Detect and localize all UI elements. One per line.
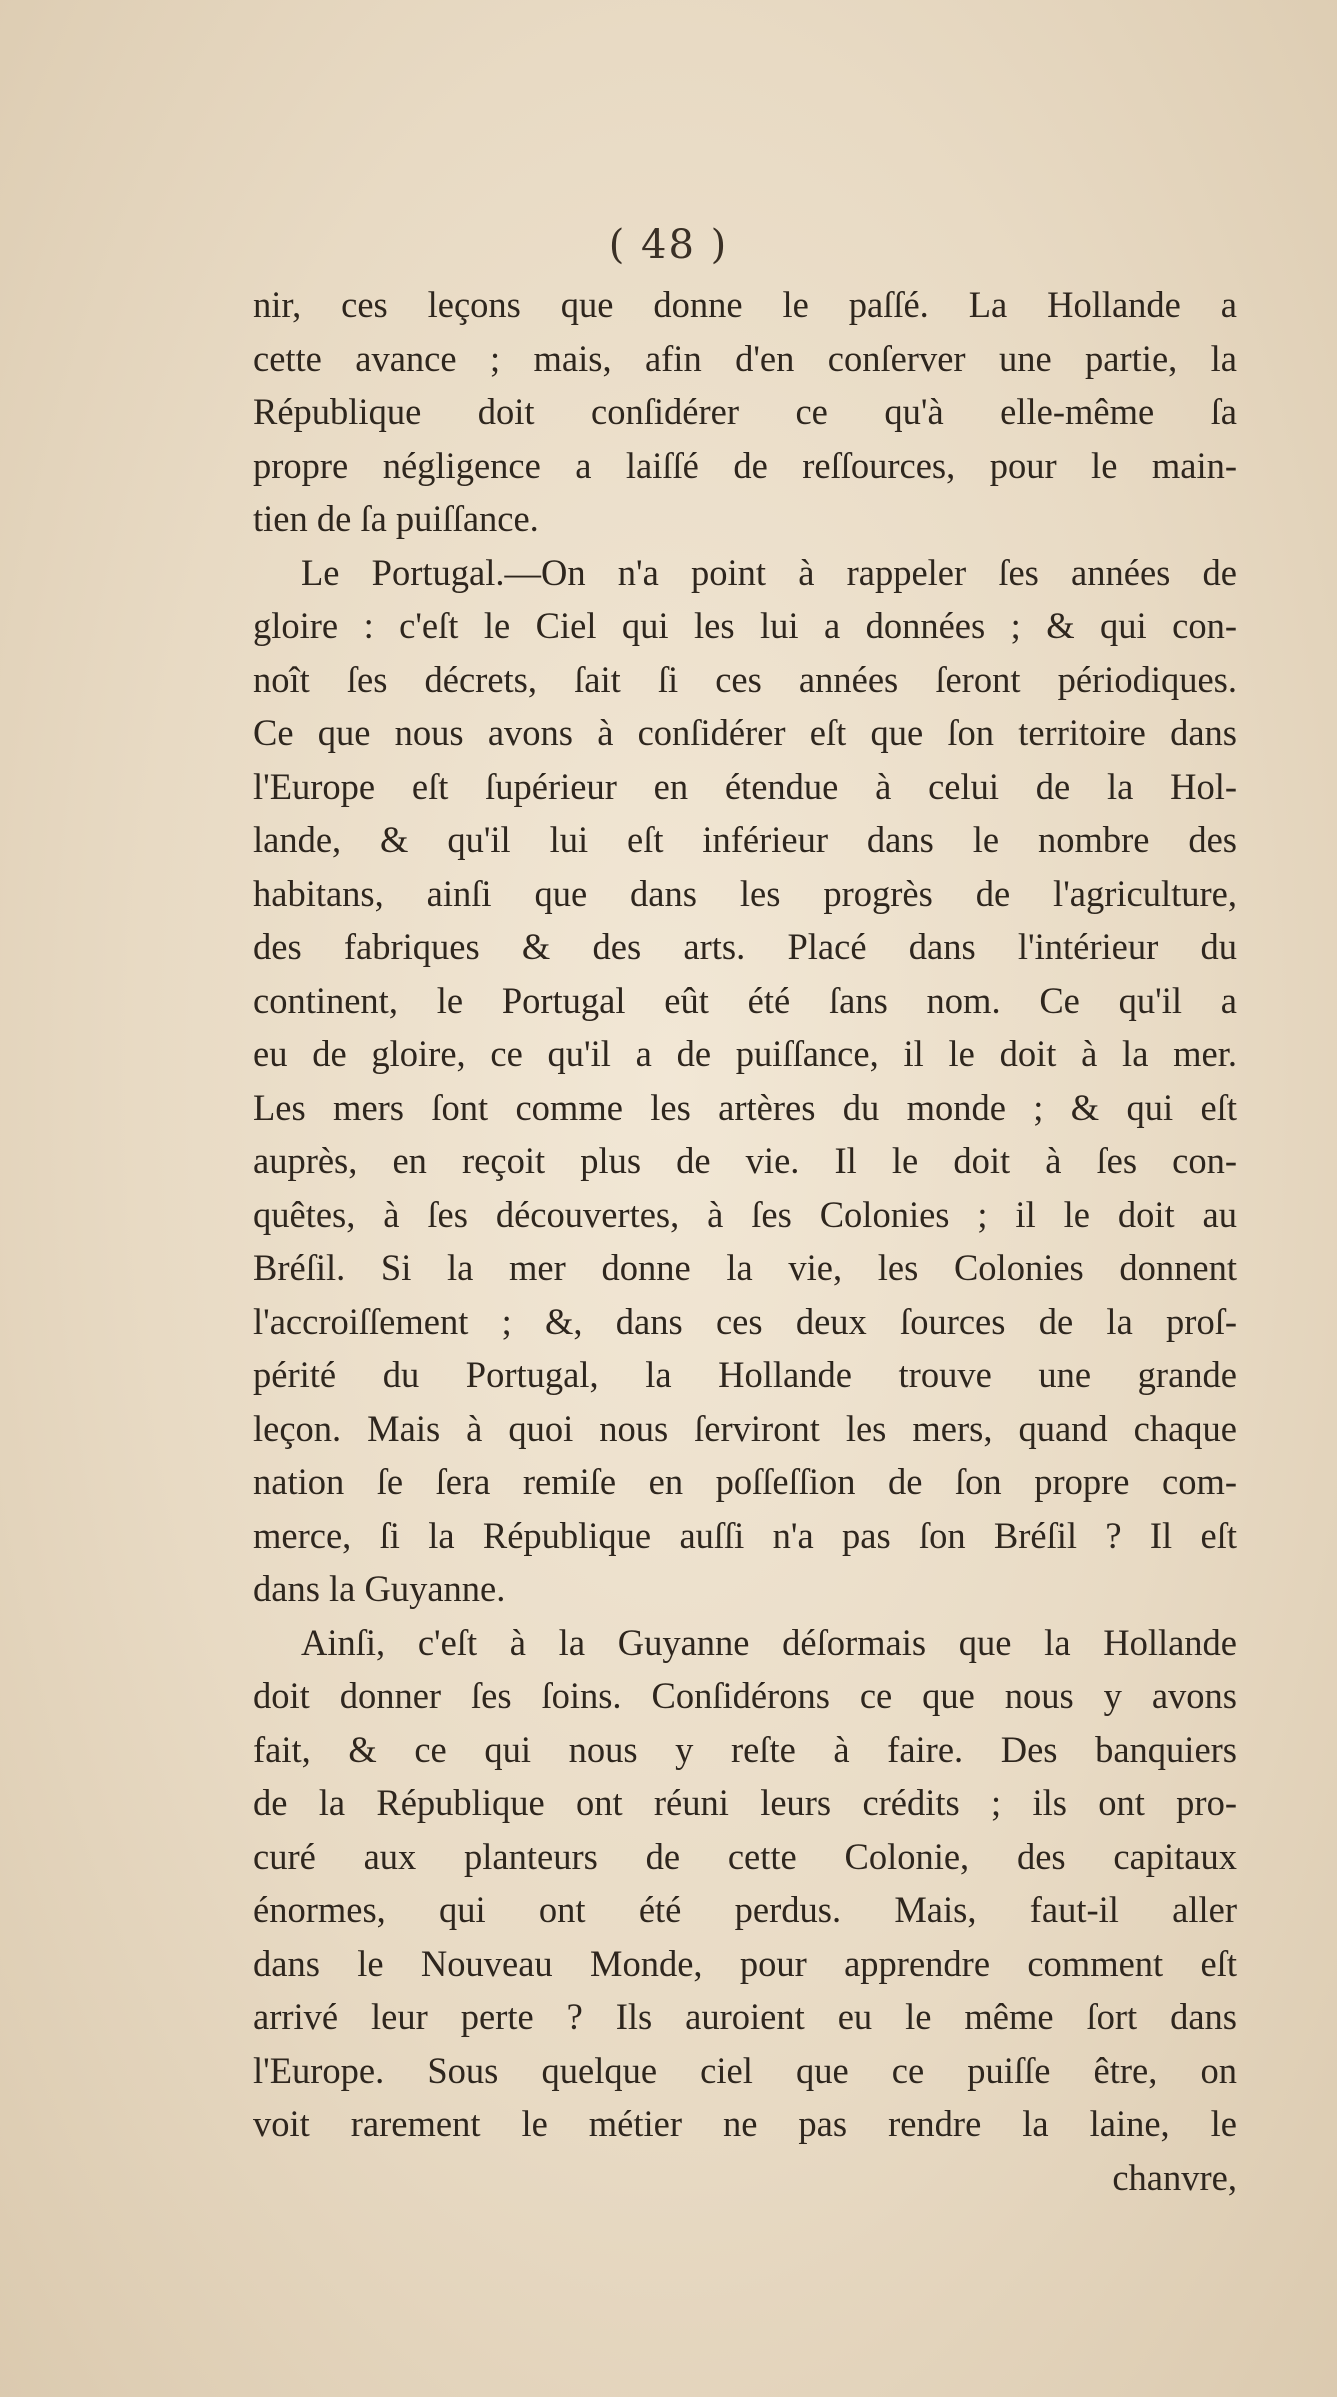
- text-line-28: fait, & ce qui nous y reſte à faire. Des banquiers: [253, 1728, 1237, 1770]
- text-line-24: merce, ſi la République auſſi n'a pas ſon Bréſil ? Il eſt: [253, 1514, 1237, 1556]
- page-number: ( 48 ): [608, 222, 729, 268]
- text-line-32: dans le Nouveau Monde, pour apprendre comment eſt: [253, 1942, 1237, 1984]
- text-line-6: Le Portugal.—On n'a point à rappeler ſes années de: [301, 551, 1237, 593]
- text-line-4: propre négligence a laiſſé de reſſources, pour le main-: [253, 444, 1237, 486]
- text-line-23: nation ſe ſera remiſe en poſſeſſion de ſon propre com-: [253, 1461, 1237, 1502]
- text-line-33: arrivé leur perte ? Ils auroient eu le même ſort dans: [253, 1996, 1237, 2037]
- text-line-35: voit rarement le métier ne pas rendre la laine, le: [253, 2103, 1237, 2144]
- text-line-29: de la République ont réuni leurs crédits ; ils ont pro-: [253, 1782, 1237, 1823]
- text-line-15: eu de gloire, ce qu'il a de puiſſance, il le doit à la mer.: [253, 1033, 1237, 1074]
- text-line-18: quêtes, à ſes découvertes, à ſes Colonies ; il le doit au: [253, 1193, 1237, 1235]
- catchword: chanvre,: [1112, 2156, 1237, 2198]
- text-line-26: Ainſi, c'eſt à la Guyanne déſormais que la Hollande: [301, 1621, 1237, 1663]
- text-line-19: Bréſil. Si la mer donne la vie, les Colonies donnent: [253, 1247, 1237, 1288]
- text-line-27: doit donner ſes ſoins. Conſidérons ce que nous y avons: [253, 1675, 1237, 1716]
- text-line-30: curé aux planteurs de cette Colonie, des capitaux: [253, 1835, 1237, 1877]
- text-line-10: l'Europe eſt ſupérieur en étendue à celui de la Hol-: [253, 765, 1237, 807]
- text-line-1: nir, ces leçons que donne le paſſé. La Hollande a: [253, 284, 1237, 325]
- text-line-20: l'accroiſſement ; &, dans ces deux ſources de la proſ-: [253, 1300, 1237, 1342]
- text-line-16: Les mers ſont comme les artères du monde ; & qui eſt: [253, 1086, 1237, 1128]
- text-line-12: habitans, ainſi que dans les progrès de l'agriculture,: [253, 872, 1237, 914]
- text-line-25: dans la Guyanne.: [253, 1568, 506, 1609]
- body-text: [253, 278, 1237, 2204]
- text-line-9: Ce que nous avons à conſidérer eſt que ſon territoire dans: [253, 712, 1237, 753]
- text-line-17: auprès, en reçoit plus de vie. Il le doit à ſes con-: [253, 1140, 1237, 1181]
- text-line-21: périté du Portugal, la Hollande trouve une grande: [253, 1354, 1237, 1395]
- text-line-31: énormes, qui ont été perdus. Mais, faut-il aller: [253, 1889, 1237, 1930]
- text-line-3: République doit conſidérer ce qu'à elle-même ſa: [253, 391, 1237, 432]
- text-line-7: gloire : c'eſt le Ciel qui les lui a données ; & qui con-: [253, 605, 1237, 646]
- text-line-34: l'Europe. Sous quelque ciel que ce puiſſe être, on: [253, 2049, 1237, 2091]
- text-line-2: cette avance ; mais, afin d'en conſerver une partie, la: [253, 337, 1237, 379]
- text-line-14: continent, le Portugal eût été ſans nom. Ce qu'il a: [253, 979, 1237, 1021]
- text-line-8: noît ſes décrets, ſait ſi ces années ſeront périodiques.: [253, 658, 1237, 700]
- text-line-11: lande, & qu'il lui eſt inférieur dans le nombre des: [253, 819, 1237, 860]
- text-line-13: des fabriques & des arts. Placé dans l'intérieur du: [253, 926, 1237, 967]
- text-line-22: leçon. Mais à quoi nous ſerviront les mers, quand chaque: [253, 1407, 1237, 1449]
- text-line-5: tien de ſa puiſſance.: [253, 498, 539, 539]
